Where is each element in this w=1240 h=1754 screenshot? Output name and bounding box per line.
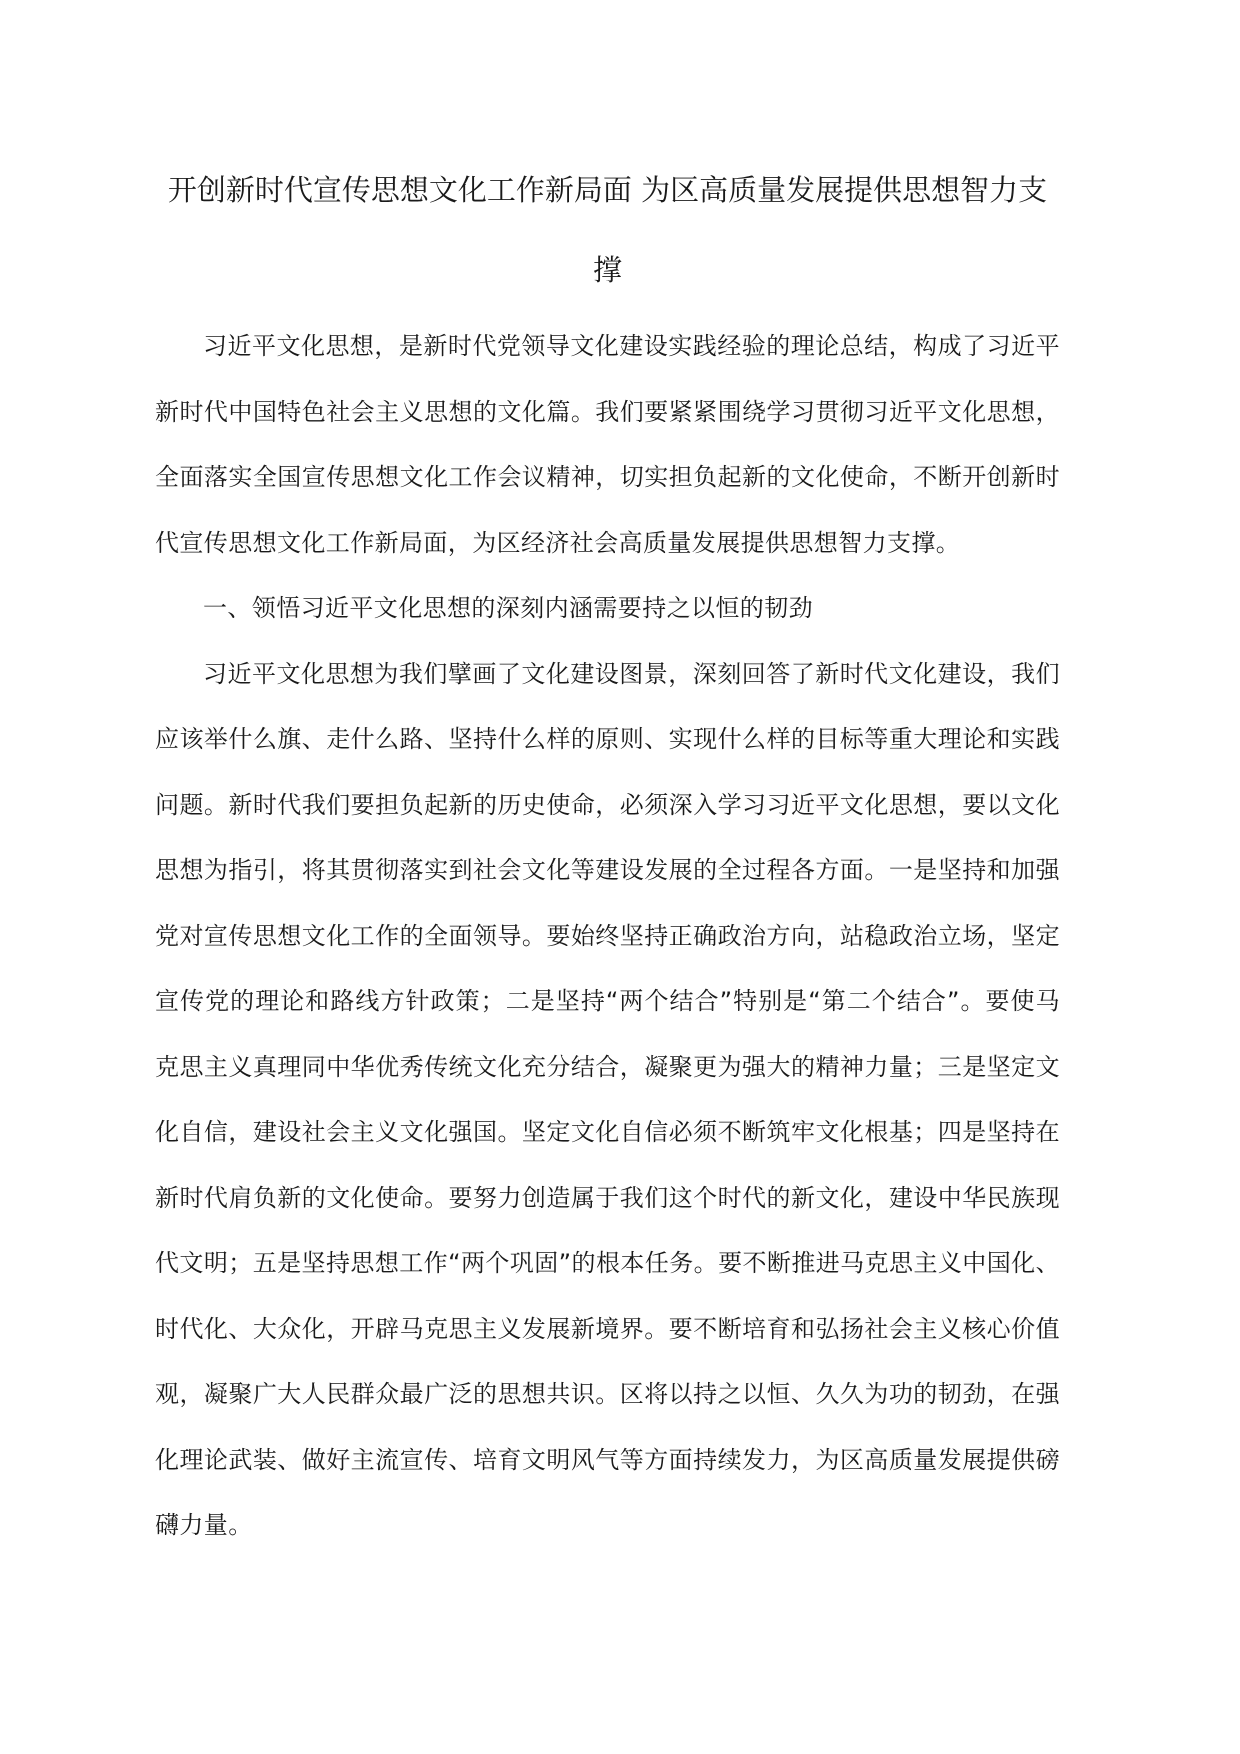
document-title: 开创新时代宣传思想文化工作新局面 为区高质量发展提供思想智力支撑	[167, 173, 1048, 287]
intro-paragraph: 习近平文化思想，是新时代党领导文化建设实践经验的理论总结，构成了习近平新时代中国特色社会主义思想的文化篇。我们要紧紧围绕学习贯彻习近平文化思想，全面落实全国宣传思想文化工作会议精神，切实担负起新的文化使命，不断开创新时代宣传思想文化工作新局面，为区经济社会高质量发展提供思想智力支撑。	[155, 332, 1060, 557]
document-body	[155, 150, 1060, 1559]
section-1-heading: 一、领悟习近平文化思想的深刻内涵需要持之以恒的韧劲	[203, 594, 813, 622]
section-1-paragraph: 习近平文化思想为我们擘画了文化建设图景，深刻回答了新时代文化建设，我们应该举什么旗、走什么路、坚持什么样的原则、实现什么样的目标等重大理论和实践问题。新时代我们要担负起新的历史使命，必须深入学习习近平文化思想，要以文化思想为指引，将其贯彻落实到社会文化等建设发展的全过程各方面。一是坚持和加强党对宣传思想文化工作的全面领导。要始终坚持正确政治方向，站稳政治立场，坚定宣传党的理论和路线方针政策；二是坚持“两个结合”特别是“第二个结合”。要使马克思主义真理同中华优秀传统文化充分结合，凝聚更为强大的精神力量；三是坚定文化自信，建设社会主义文化强国。坚定文化自信必须不断筑牢文化根基；四是坚持在新时代肩负新的文化使命。要努力创造属于我们这个时代的新文化，建设中华民族现代文明；五是坚持思想工作“两个巩固”的根本任务。要不断推进马克思主义中国化、时代化、大众化，开辟马克思主义发展新境界。要不断培育和弘扬社会主义核心价值观，凝聚广大人民群众最广泛的思想共识。区将以持之以恒、久久为功的韧劲，在强化理论武装、做好主流宣传、培育文明风气等方面持续发力，为区高质量发展提供磅礴力量。	[155, 659, 1060, 1539]
